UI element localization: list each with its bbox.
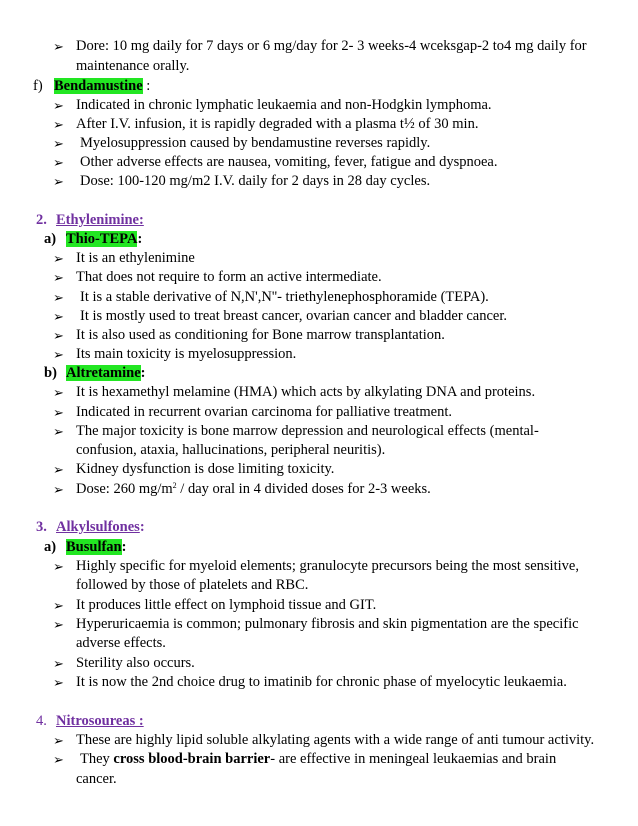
drug-suffix: : [142, 78, 151, 94]
bullet-text-part: - are effective in meningeal leukaemias and brain [270, 751, 557, 767]
item-marker: a) [44, 231, 57, 247]
bullet-text: Highly specific for myeloid elements; granulocyte precursors being the most sensitive, [76, 558, 579, 574]
bullet-arrow-icon: ➢ [53, 174, 64, 189]
section-number: 4. [36, 713, 47, 729]
bullet-arrow-icon: ➢ [53, 752, 64, 767]
drug-suffix: : [140, 365, 146, 381]
bullet-text: That does not require to form an active intermediate. [76, 269, 382, 285]
item-marker: f) [33, 78, 43, 94]
bullet-text-continued: confusion, ataxia, hallucinations, peripheral neuritis). [76, 442, 386, 458]
bullet-text [80, 750, 556, 769]
dose-suffix: / day oral in 4 divided doses for 2-3 weeks. [176, 481, 431, 497]
drug-suffix: : [121, 539, 127, 555]
bullet-arrow-icon: ➢ [53, 617, 64, 632]
bullet-arrow-icon: ➢ [53, 385, 64, 400]
bullet-text: It is an ethylenimine [76, 250, 195, 266]
bullet-arrow-icon: ➢ [53, 462, 64, 477]
bullet-text-bold: cross blood-brain barrier [113, 751, 271, 767]
bullet-text: These are highly lipid soluble alkylating agents with a wide range of anti tumour activity. [76, 732, 595, 748]
bullet-arrow-icon: ➢ [53, 328, 64, 343]
section-title-colon: : [139, 519, 145, 535]
bullet-text: Sterility also occurs. [76, 655, 195, 671]
dose-text-continued: maintenance orally. [76, 58, 190, 74]
bullet-arrow-icon: ➢ [53, 117, 64, 132]
bullet-arrow-icon: ➢ [53, 347, 64, 362]
bullet-text: The major toxicity is bone marrow depression and neurological effects (mental- [76, 423, 539, 439]
bullet-text: It is also used as conditioning for Bone marrow transplantation. [76, 327, 445, 343]
bullet-text-continued: followed by those of platelets and RBC. [76, 577, 309, 593]
bullet-text: After I.V. infusion, it is rapidly degraded with a plasma t½ of 30 min. [76, 116, 479, 132]
bullet-text: It is hexamethyl melamine (HMA) which acts by alkylating DNA and proteins. [76, 384, 536, 400]
bullet-text: It produces little effect on lymphoid tissue and GIT. [76, 597, 377, 613]
bullet-text: It is a stable derivative of N,N',N''- triethylenephosphoramide (TEPA). [80, 289, 489, 305]
bullet-text-part: They [80, 751, 114, 767]
bullet-text: Indicated in chronic lymphatic leukaemia and non-Hodgkin lymphoma. [76, 97, 492, 113]
bullet-text: It is now the 2nd choice drug to imatinib for chronic phase of myelocytic leukaemia. [76, 674, 567, 690]
drug-name: Altretamine [66, 365, 141, 381]
bullet-text: Indicated in recurrent ovarian carcinoma for palliative treatment. [76, 404, 453, 420]
bullet-arrow-icon: ➢ [53, 155, 64, 170]
drug-heading-altretamine [66, 364, 145, 383]
drug-heading-busulfan [66, 538, 126, 557]
bullet-text: Hyperuricaemia is common; pulmonary fibrosis and skin pigmentation are the specific [76, 616, 579, 632]
bullet-arrow-icon: ➢ [53, 270, 64, 285]
bullet-arrow-icon: ➢ [53, 733, 64, 748]
dose-text [76, 480, 431, 499]
section-title-text: Alkylsulfones [56, 519, 140, 535]
bullet-arrow-icon: ➢ [53, 136, 64, 151]
bullet-text: It is mostly used to treat breast cancer, ovarian cancer and bladder cancer. [80, 308, 507, 324]
drug-name: Bendamustine [54, 78, 143, 94]
section-number: 2. [36, 212, 47, 228]
bullet-arrow-icon: ➢ [53, 598, 64, 613]
bullet-text: Kidney dysfunction is dose limiting toxicity. [76, 461, 335, 477]
drug-heading-thiotepa [66, 230, 142, 249]
dose-text: Dore: 10 mg daily for 7 days or 6 mg/day for 2- 3 weeks-4 wceksgap-2 to4 mg daily for [76, 38, 587, 54]
bullet-arrow-icon: ➢ [53, 309, 64, 324]
bullet-arrow-icon: ➢ [53, 290, 64, 305]
bullet-arrow-icon: ➢ [53, 482, 64, 497]
dose-superscript: 2 [172, 481, 177, 490]
item-marker: a) [44, 539, 57, 555]
dose-prefix: Dose: 260 mg/m [76, 481, 173, 497]
drug-suffix: : [137, 231, 143, 247]
bullet-arrow-icon: ➢ [53, 559, 64, 574]
bullet-text: Myelosuppression caused by bendamustine reverses rapidly. [80, 135, 431, 151]
drug-name: Thio-TEPA [66, 231, 138, 247]
section-title-ethylenimine: Ethylenimine: [56, 212, 144, 228]
bullet-arrow-icon: ➢ [53, 98, 64, 113]
bullet-text: Dose: 100-120 mg/m2 I.V. daily for 2 days in 28 day cycles. [80, 173, 431, 189]
drug-heading-bendamustine [54, 77, 150, 96]
item-marker: b) [44, 365, 57, 381]
section-title-alkylsulfones [56, 518, 145, 537]
section-number: 3. [36, 519, 47, 535]
bullet-arrow-icon: ➢ [53, 675, 64, 690]
bullet-arrow-icon: ➢ [53, 405, 64, 420]
bullet-arrow-icon: ➢ [53, 656, 64, 671]
bullet-arrow-icon: ➢ [53, 251, 64, 266]
bullet-text-continued: adverse effects. [76, 635, 166, 651]
bullet-text: Its main toxicity is myelosuppression. [76, 346, 297, 362]
bullet-arrow-icon: ➢ [53, 424, 64, 439]
drug-name: Busulfan [66, 539, 122, 555]
section-title-nitrosoureas: Nitrosoureas : [56, 713, 144, 729]
bullet-text: Other adverse effects are nausea, vomiting, fever, fatigue and dyspnoea. [80, 154, 498, 170]
bullet-text-continued: cancer. [76, 771, 117, 787]
bullet-arrow-icon: ➢ [53, 39, 64, 54]
